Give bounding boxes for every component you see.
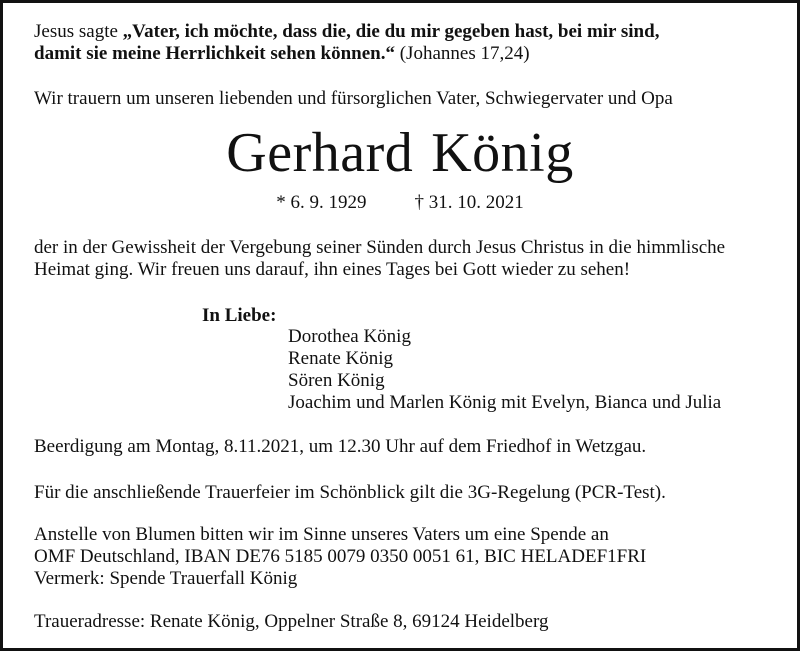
- reception-info: Für die anschließende Trauerfeier im Schönblick gilt die 3G-Regelung (PCR-Test).: [34, 482, 666, 503]
- first-name: Gerhard: [226, 122, 414, 184]
- funeral-info: Beerdigung am Montag, 8.11.2021, um 12.30 Uhr auf dem Friedhof in Wetzgau.: [34, 436, 647, 457]
- faith-text-line-1: der in der Gewissheit der Vergebung seiner Sünden durch Jesus Christus in die himmlische: [34, 237, 726, 258]
- last-name: König: [431, 122, 574, 184]
- mourner-name: Sören König: [288, 370, 385, 391]
- donation-line-2: OMF Deutschland, IBAN DE76 5185 0079 0350 0051 61, BIC HELADEF1FRI: [34, 546, 647, 567]
- intro-text: Wir trauern um unseren liebenden und fürsorglichen Vater, Schwiegervater und Opa: [34, 88, 673, 109]
- mourning-address: Traueradresse: Renate König, Oppelner Straße 8, 69124 Heidelberg: [34, 611, 549, 632]
- mourners-heading: In Liebe:: [202, 305, 277, 326]
- verse-prefix: Jesus sagte: [34, 21, 118, 42]
- donation-line-3: Vermerk: Spende Trauerfall König: [34, 568, 298, 589]
- verse-line-2: [34, 43, 530, 64]
- death-date: † 31. 10. 2021: [414, 192, 524, 213]
- mourner-name: Joachim und Marlen König mit Evelyn, Bianca und Julia: [288, 392, 722, 413]
- mourner-name: Dorothea König: [288, 326, 411, 347]
- mourner-name: Renate König: [288, 348, 394, 369]
- verse-quote-line-1: „Vater, ich möchte, dass die, die du mir gegeben hast, bei mir sind,: [122, 21, 660, 42]
- life-dates: [3, 192, 797, 213]
- birth-date: * 6. 9. 1929: [276, 192, 367, 213]
- donation-line-1: Anstelle von Blumen bitten wir im Sinne unseres Vaters um eine Spende an: [34, 524, 609, 545]
- verse-line-1: [34, 21, 659, 42]
- verse-reference: (Johannes 17,24): [399, 43, 530, 64]
- deceased-name: [3, 123, 797, 183]
- verse-quote-line-2: damit sie meine Herrlichkeit sehen können.“: [34, 43, 395, 64]
- faith-text-line-2: Heimat ging. Wir freuen uns darauf, ihn eines Tages bei Gott wieder zu sehen!: [34, 259, 631, 280]
